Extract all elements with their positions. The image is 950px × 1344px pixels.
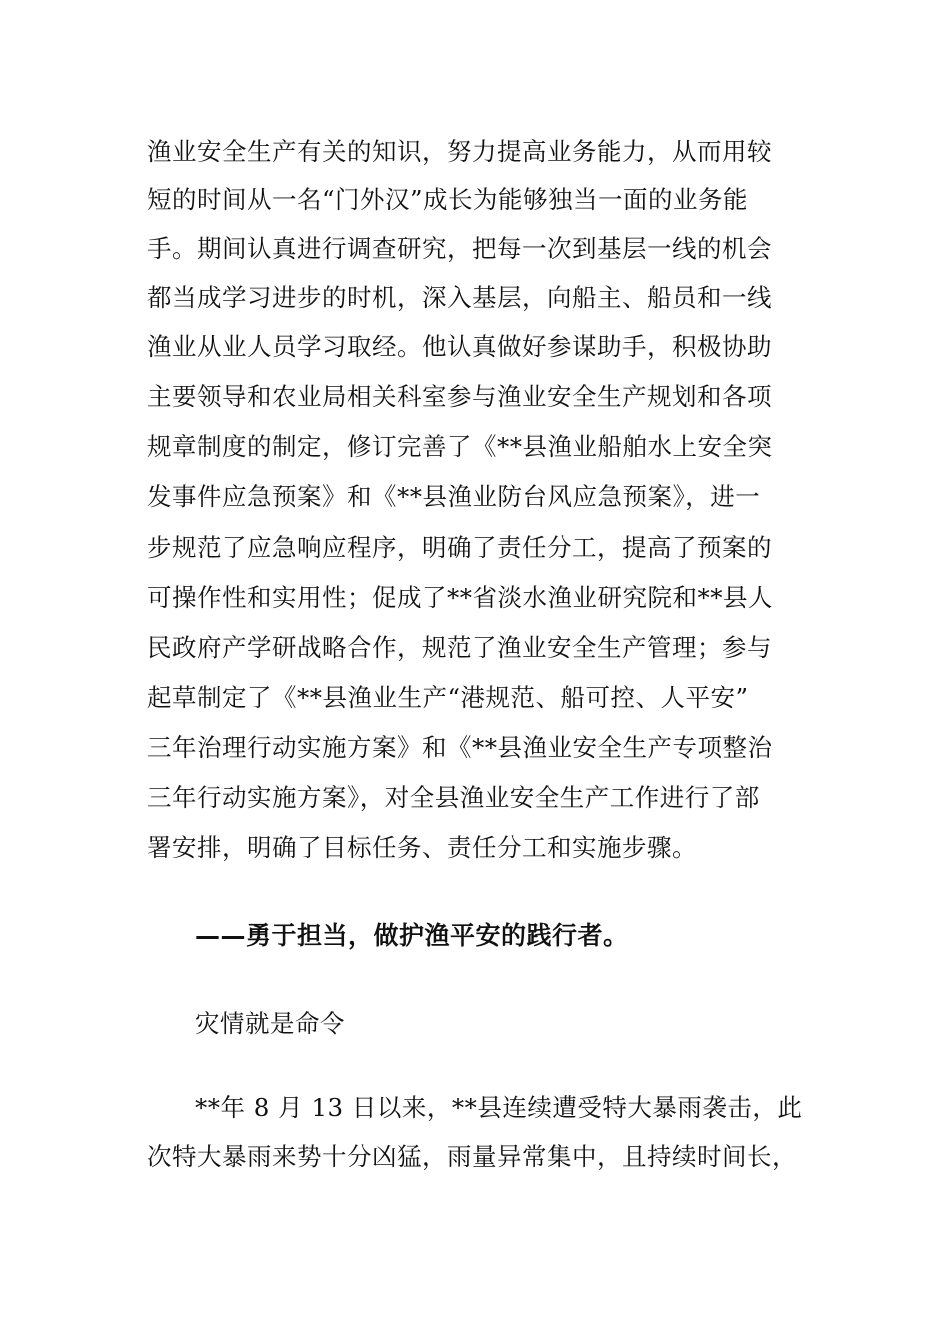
text-line: 都当成学习进步的时机，深入基层，向船主、船员和一线 [147, 283, 772, 312]
text-line: 署安排，明确了目标任务、责任分工和实施步骤。 [147, 833, 697, 862]
text-line: 三年治理行动实施方案》和《**县渔业安全生产专项整治 [147, 733, 773, 762]
text-line: 发事件应急预案》和《**县渔业防台风应急预案》，进一 [147, 482, 761, 511]
text-line: 步规范了应急响应程序，明确了责任分工，提高了预案的 [147, 533, 772, 562]
text-line: 短的时间从一名“门外汉”成长为能够独当一面的业务能 [147, 185, 749, 214]
text-line: 起草制定了《**县渔业生产“港规范、船可控、人平安” [147, 683, 749, 712]
text-line: 次特大暴雨来势十分凶猛，雨量异常集中，且持续时间长， [147, 1142, 797, 1171]
section-heading: ——勇于担当，做护渔平安的践行者。 [195, 921, 629, 950]
text-line: 主要领导和农业局相关科室参与渔业安全生产规划和各项 [147, 382, 772, 411]
text-line: 民政府产学研战略合作，规范了渔业安全生产管理；参与 [147, 633, 772, 662]
subheading: 灾情就是命令 [195, 1009, 345, 1038]
text-line: **年 8 月 13 日以来，**县连续遭受特大暴雨袭击，此 [195, 1093, 803, 1122]
text-line: 可操作性和实用性；促成了**省淡水渔业研究院和**县人 [147, 583, 773, 612]
text-line: 渔业从业人员学习取经。他认真做好参谋助手，积极协助 [147, 332, 772, 361]
text-line: 规章制度的制定，修订完善了《**县渔业船舶水上安全突 [147, 432, 773, 461]
text-line: 渔业安全生产有关的知识，努力提高业务能力，从而用较 [147, 137, 772, 166]
text-line: 三年行动实施方案》，对全县渔业安全生产工作进行了部 [147, 783, 760, 812]
text-line: 手。期间认真进行调查研究，把每一次到基层一线的机会 [147, 234, 772, 263]
